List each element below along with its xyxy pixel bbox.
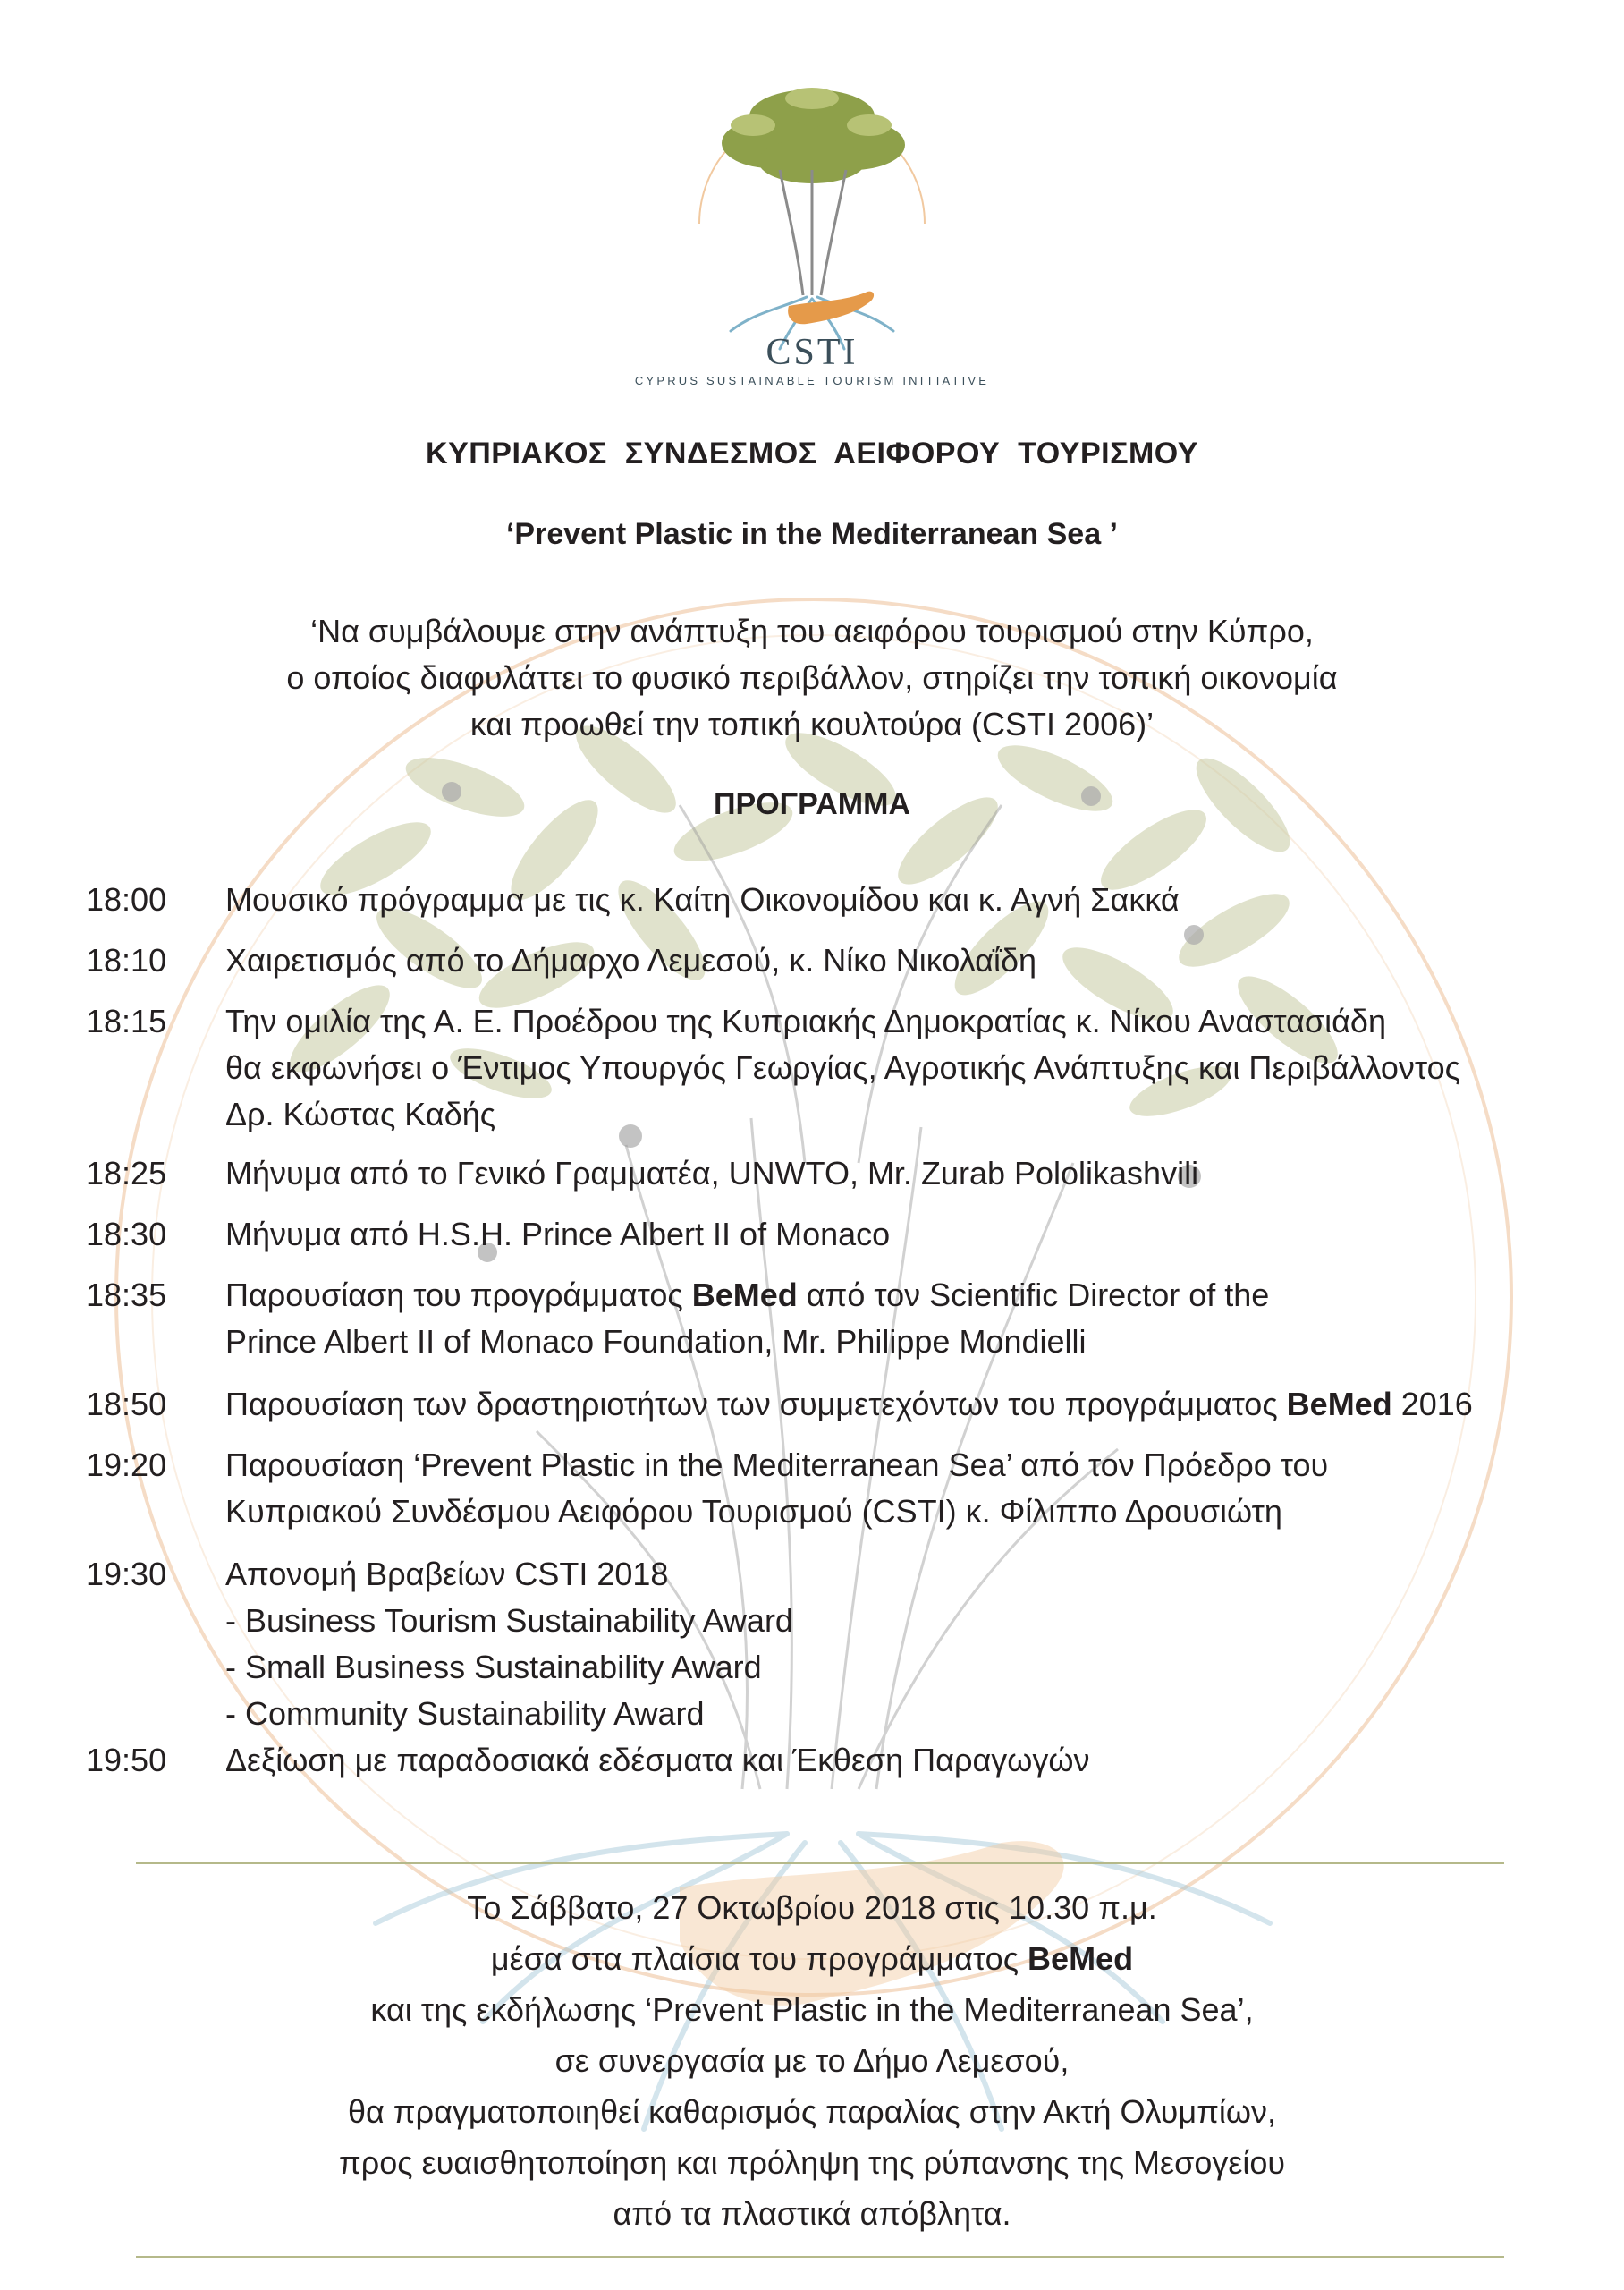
line-text: Μουσικό πρόγραμμα με τις κ. Καίτη Οικονομίδου και κ. Αγνή Σακκά — [225, 881, 1180, 918]
line-text: σε συνεργασία με το Δήμο Λεμεσού, — [554, 2042, 1070, 2079]
program-line — [225, 1598, 793, 1644]
program-line — [225, 1488, 1328, 1535]
line-text: από τα πλαστικά απόβλητα. — [613, 2195, 1011, 2232]
program-line — [225, 877, 1180, 923]
line-text: Κυπριακού Συνδέσμου Αειφόρου Τουρισμού (CSTI) κ. Φίλιππο Δρουσιώτη — [225, 1493, 1282, 1530]
bottom-divider — [136, 2256, 1504, 2258]
footer-line — [0, 2086, 1624, 2137]
line-text: προς ευαισθητοποίηση και πρόληψη της ρύπανσης της Μεσογείου — [338, 2144, 1286, 2181]
line-text: θα πραγματοποιηθεί καθαρισμός παραλίας στην Ακτή Ολυμπίων, — [347, 2093, 1277, 2130]
line-text: - Community Sustainability Award — [225, 1695, 705, 1732]
line-text: Παρουσίαση των δραστηριοτήτων των συμμετεχόντων του προγράμματος — [225, 1386, 1287, 1422]
footer-line — [0, 2188, 1624, 2239]
program-description — [225, 1150, 1198, 1197]
program-time: 19:50 — [86, 1742, 167, 1778]
bold-text: BeMed — [691, 1276, 798, 1313]
line-text: από τον Scientific Director of the — [797, 1276, 1270, 1313]
program-description — [225, 877, 1180, 923]
program-description — [225, 1737, 1089, 1784]
line-text: Δεξίωση με παραδοσιακά εδέσματα και Έκθεση Παραγωγών — [225, 1742, 1090, 1778]
program-line — [225, 1551, 793, 1598]
mission-statement — [0, 608, 1624, 748]
program-time: 18:10 — [86, 942, 167, 979]
line-text: Παρουσίαση του προγράμματος — [225, 1276, 692, 1313]
line-text: Prince Albert II of Monaco Foundation, Mr. Philippe Mondielli — [225, 1323, 1087, 1360]
program-line — [225, 1091, 1460, 1138]
program-description — [225, 1211, 890, 1258]
bold-text: BeMed — [1286, 1386, 1392, 1422]
event-title: ‘Prevent Plastic in the Mediterranean Sea ’ — [505, 517, 1119, 551]
program-description — [225, 1442, 1328, 1535]
top-divider — [136, 1862, 1504, 1864]
program-line — [225, 1045, 1460, 1091]
program-description — [225, 1381, 1473, 1428]
line-text: 2016 — [1391, 1386, 1473, 1422]
program-line — [225, 1381, 1473, 1428]
line-text: - Business Tourism Sustainability Award — [225, 1602, 793, 1639]
program-description — [225, 1551, 793, 1737]
line-text: και της εκδήλωσης ‘Prevent Plastic in the Mediterranean Sea’, — [370, 1991, 1254, 2028]
program-line — [225, 1737, 1089, 1784]
line-text: μέσα στα πλαίσια του προγράμματος — [490, 1940, 1028, 1977]
mission-line: και προωθεί την τοπική κουλτούρα (CSTI 2006)’ — [469, 706, 1155, 742]
line-text: Χαιρετισμός από το Δήμαρχο Λεμεσού, κ. Νίκο Νικολαΐδη — [225, 942, 1037, 979]
program-line — [225, 1319, 1269, 1365]
logo-name: CSTI — [765, 332, 859, 373]
footer-line — [0, 1933, 1624, 1984]
program-line — [225, 998, 1460, 1045]
bold-text: BeMed — [1028, 1940, 1134, 1977]
program-time: 18:30 — [86, 1216, 167, 1252]
program-time: 18:25 — [86, 1155, 167, 1192]
footer-note — [0, 1882, 1624, 2239]
footer-line — [0, 2035, 1624, 2086]
program-time: 18:35 — [86, 1276, 167, 1313]
program-time: 18:50 — [86, 1386, 167, 1422]
program-line — [225, 1442, 1328, 1488]
footer-line — [0, 2137, 1624, 2188]
line-text: Το Σάββατο, 27 Οκτωβρίου 2018 στις 10.30 π.μ. — [467, 1889, 1157, 1926]
program-description — [225, 937, 1036, 984]
line-text: θα εκφωνήσει ο Έντιμος Υπουργός Γεωργίας, Αγροτικής Ανάπτυξης και Περιβάλλοντος — [225, 1049, 1461, 1086]
line-text: Παρουσίαση ‘Prevent Plastic in the Mediterranean Sea’ από τον Πρόεδρο του — [225, 1446, 1329, 1483]
program-line — [225, 1150, 1198, 1197]
footer-line — [0, 1882, 1624, 1933]
line-text: Δρ. Κώστας Καδής — [225, 1096, 496, 1132]
program-line — [225, 1644, 793, 1691]
program-time: 19:30 — [86, 1556, 167, 1592]
program-line — [225, 937, 1036, 984]
program-time: 19:20 — [86, 1446, 167, 1483]
line-text: Την ομιλία της Α. Ε. Προέδρου της Κυπριακής Δημοκρατίας κ. Νίκου Αναστασιάδη — [225, 1003, 1386, 1039]
line-text: Μήνυμα από H.S.H. Prince Albert II of Monaco — [225, 1216, 891, 1252]
program-time: 18:15 — [86, 1003, 167, 1039]
logo-subtitle: CYPRUS SUSTAINABLE TOURISM INITIATIVE — [634, 374, 990, 387]
program-line — [225, 1211, 890, 1258]
line-text: - Small Business Sustainability Award — [225, 1649, 762, 1685]
program-time: 18:00 — [86, 881, 167, 918]
line-text: Απονομή Βραβείων CSTI 2018 — [225, 1556, 669, 1592]
footer-line — [0, 1984, 1624, 2035]
program-description — [225, 998, 1460, 1138]
program-description — [225, 1272, 1269, 1365]
program-line — [225, 1272, 1269, 1319]
line-text: Μήνυμα από το Γενικό Γραμματέα, UNWTO, Mr. Zurab Pololikashvili — [225, 1155, 1199, 1192]
program-heading: ΠΡΟΓΡΑΜΜΑ — [713, 787, 911, 821]
mission-line: ο οποίος διαφυλάττει το φυσικό περιβάλλον, στηρίζει την τοπική οικονομία — [286, 659, 1338, 696]
mission-line: ‘Να συμβάλουμε στην ανάπτυξη του αειφόρου τουρισμού στην Κύπρο, — [310, 613, 1314, 649]
program-line — [225, 1691, 793, 1737]
organization-title: ΚΥΠΡΙΑΚΟΣ ΣΥΝΔΕΣΜΟΣ ΑΕΙΦΟΡΟΥ ΤΟΥΡΙΣΜΟΥ — [426, 437, 1198, 471]
